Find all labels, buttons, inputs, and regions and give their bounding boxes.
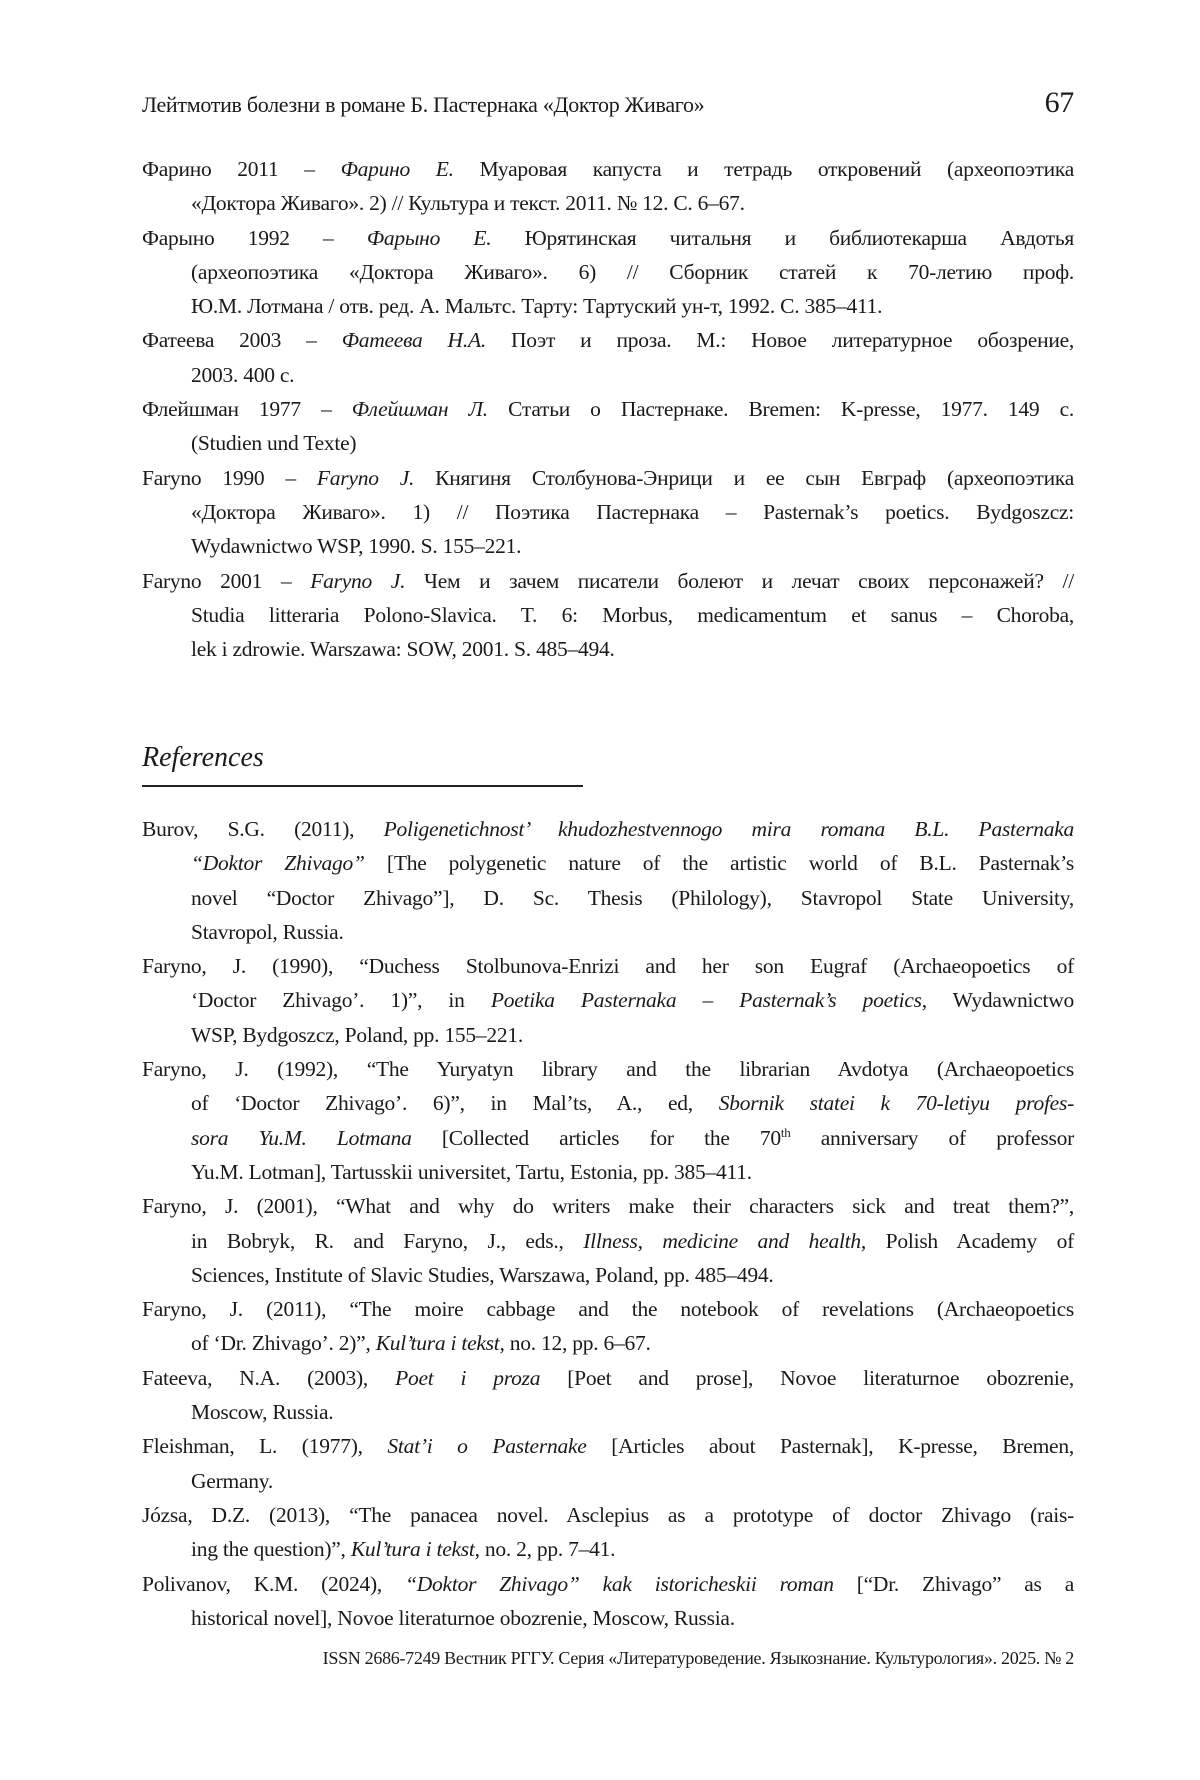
entry-text: in Bobryk, R. and Faryno, J., eds., xyxy=(191,1228,584,1253)
entry-text: Józsa, D.Z. (2013), “The panacea novel. Asclepius as a prototype of doctor Zhivago (rais- xyxy=(142,1502,1074,1527)
entry-text: Муаровая капуста и тетрадь откровений (археопоэтика xyxy=(453,157,1075,181)
bibliography-entry xyxy=(142,1498,1074,1567)
entry-line xyxy=(142,1155,1074,1189)
entry-line xyxy=(142,495,1074,529)
entry-text: [Articles about Pasternak], K-presse, Bremen, xyxy=(586,1434,1074,1459)
bibliography-entry xyxy=(142,1292,1074,1361)
references-heading: References xyxy=(142,742,264,773)
entry-line xyxy=(142,323,1074,357)
entry-text: Faryno, J. (2001), “What and why do writers make their characters sick and treat them?”, xyxy=(142,1194,1074,1219)
entry-text: [“Dr. Zhivago” as a xyxy=(833,1571,1074,1596)
entry-text: Faryno, J. (2011), “The moire cabbage and the notebook of revelations (Archaeopoetics xyxy=(142,1297,1074,1322)
entry-line xyxy=(142,221,1074,255)
entry-text: Фарыно 1992 – xyxy=(142,225,367,250)
entry-text: [The polygenetic nature of the artistic world of B.L. Pasternak’s xyxy=(364,851,1074,876)
entry-text: of ‘Dr. Zhivago’. 2)”, xyxy=(191,1331,376,1356)
entry-line xyxy=(142,1498,1074,1532)
running-header xyxy=(142,86,1074,124)
entry-line xyxy=(142,426,1074,460)
entry-line xyxy=(142,529,1074,563)
entry-text: Статьи о Пастернаке. Bremen: K-presse, 1977. 149 с. xyxy=(487,397,1075,422)
entry-text: lek i zdrowie. Warszawa: SOW, 2001. S. 485–494. xyxy=(191,637,615,662)
references-underline xyxy=(142,785,583,787)
bibliography-entry xyxy=(142,1361,1074,1430)
entry-text: (Studien und Texte) xyxy=(191,431,357,456)
entry-text: Burov, S.G. (2011), xyxy=(142,817,384,841)
bibliography-entry xyxy=(142,152,1074,221)
entry-text: Stavropol, Russia. xyxy=(191,919,344,944)
entry-text: Moscow, Russia. xyxy=(191,1400,334,1425)
entry-text: «Доктора Живаго». 2) // Культура и текст. 2011. № 12. С. 6–67. xyxy=(191,191,745,216)
italic-title: Kul’tura i tekst xyxy=(375,1331,500,1356)
italic-title: Poetika Pasternaka – Pasternak’s poetics xyxy=(490,988,922,1013)
italic-title: Poet i proza xyxy=(395,1365,541,1390)
entry-line xyxy=(142,1361,1074,1395)
entry-line xyxy=(142,1464,1074,1498)
entry-line xyxy=(142,915,1074,949)
entry-line xyxy=(142,949,1074,983)
entry-text: novel “Doctor Zhivago”], D. Sc. Thesis (Philology), Stavropol State University, xyxy=(191,885,1074,910)
entry-line xyxy=(142,255,1074,289)
running-title: Лейтмотив болезни в романе Б. Пастернака «Доктор Живаго» xyxy=(142,92,705,117)
entry-line xyxy=(142,186,1074,220)
entry-text: Юрятинская читальня и библиотекарша Авдотья xyxy=(491,225,1075,250)
italic-title: Kul’tura i tekst xyxy=(350,1537,475,1562)
italic-title: Stat’i o Pasternake xyxy=(387,1434,587,1459)
bibliography-entry xyxy=(142,564,1074,667)
entry-text: [Collected articles for the 70 xyxy=(411,1125,781,1150)
entry-text: Ю.М. Лотмана / отв. ред. А. Мальтс. Тарту: Тартуский ун-т, 1992. С. 385–411. xyxy=(191,294,883,319)
entry-line xyxy=(142,358,1074,392)
italic-title: Faryno J. xyxy=(316,465,415,490)
entry-text: Sciences, Institute of Slavic Studies, Warszawa, Poland, pp. 485–494. xyxy=(191,1262,774,1287)
entry-line xyxy=(142,983,1074,1017)
entry-text: Studia litteraria Polono-Slavica. T. 6: Morbus, medicamentum et sanus – Choroba, xyxy=(191,602,1074,627)
entry-line xyxy=(142,1601,1074,1635)
entry-text: , Wydawnictwo xyxy=(921,988,1074,1013)
bibliography-entry xyxy=(142,1052,1074,1189)
entry-line xyxy=(142,1224,1074,1258)
entry-text: , no. 12, pp. 6–67. xyxy=(499,1331,651,1356)
entry-line xyxy=(142,1292,1074,1326)
russian-bibliography xyxy=(142,152,1074,666)
italic-title: Фарыно Е. xyxy=(366,225,492,250)
entry-text: Fleishman, L. (1977), xyxy=(142,1434,388,1459)
entry-text: Polivanov, K.M. (2024), xyxy=(142,1571,406,1596)
entry-text: historical novel], Novoe literaturnoe obozrenie, Moscow, Russia. xyxy=(191,1605,735,1630)
entry-text: , no. 2, pp. 7–41. xyxy=(474,1537,616,1562)
entry-line xyxy=(142,1258,1074,1292)
entry-line xyxy=(142,1326,1074,1360)
italic-title: Faryno J. xyxy=(310,568,406,593)
entry-text: «Доктора Живаго». 1) // Поэтика Пастернака – Pasternak’s poetics. Bydgoszcz: xyxy=(191,499,1074,524)
italic-title: Sbornik statei k 70-letiyu profes- xyxy=(718,1091,1074,1116)
italic-title: Флейшман Л. xyxy=(351,397,488,422)
bibliography-entry xyxy=(142,1189,1074,1292)
entry-text: Faryno 2001 – xyxy=(142,568,311,593)
entry-text: Чем и зачем писатели болеют и лечат своих персонажей? // xyxy=(405,568,1074,593)
entry-text: Faryno, J. (1990), “Duchess Stolbunova-Enrizi and her son Eugraf (Archaeopoetics of xyxy=(142,954,1074,979)
entry-text: [Poet and prose], Novoe literaturnoe obozrenie, xyxy=(540,1365,1074,1390)
entry-line xyxy=(142,632,1074,666)
entry-line xyxy=(142,1086,1074,1120)
entry-text: Germany. xyxy=(191,1468,273,1493)
entry-line xyxy=(142,846,1074,880)
entry-line xyxy=(142,881,1074,915)
entry-line xyxy=(142,1395,1074,1429)
superscript: th xyxy=(780,1124,791,1140)
entry-text: Fateeva, N.A. (2003), xyxy=(142,1365,396,1390)
page-number: 67 xyxy=(1044,86,1074,119)
entry-text: Фатеева 2003 – xyxy=(142,328,342,353)
bibliography-entry xyxy=(142,1567,1074,1636)
entry-text: Polish Academy of xyxy=(866,1228,1075,1253)
entry-text: Faryno 1990 – xyxy=(142,465,317,490)
entry-line xyxy=(142,812,1074,846)
bibliography-entry xyxy=(142,1429,1074,1498)
entry-line xyxy=(142,392,1074,426)
italic-title: Poligenetichnost’ khudozhestvennogo mira romana B.L. Pasternaka xyxy=(383,817,1074,841)
entry-line xyxy=(142,1532,1074,1566)
entry-line xyxy=(142,1121,1074,1155)
entry-text: ‘Doctor Zhivago’. 1)”, in xyxy=(191,988,491,1013)
italic-title: Фатеева Н.А. xyxy=(341,328,486,353)
references-list xyxy=(142,812,1074,1635)
bibliography-entry xyxy=(142,812,1074,949)
entry-line xyxy=(142,1567,1074,1601)
entry-text: (археопоэтика «Доктора Живаго». 6) // Сборник статей к 70-летию проф. xyxy=(191,259,1074,284)
entry-line xyxy=(142,564,1074,598)
entry-text: ing the question)”, xyxy=(191,1537,351,1562)
entry-line xyxy=(142,1429,1074,1463)
journal-footer: ISSN 2686-7249 Вестник РГГУ. Серия «Литературоведение. Языкознание. Культурология». 2025. № 2 xyxy=(322,1648,1074,1668)
italic-title: Фарино Е. xyxy=(340,157,454,181)
entry-text: 2003. 400 с. xyxy=(191,362,295,387)
italic-title: “Doktor Zhivago” kak istoricheskii roman xyxy=(405,1571,834,1596)
entry-line xyxy=(142,152,1074,186)
bibliography-entry xyxy=(142,221,1074,324)
bibliography-entry xyxy=(142,949,1074,1052)
entry-text: Княгиня Столбунова-Энрици и ее сын Евграф (археопоэтика xyxy=(414,465,1075,490)
italic-title: “Doktor Zhivago” xyxy=(191,851,365,876)
entry-line xyxy=(142,1052,1074,1086)
entry-text: Фарино 2011 – xyxy=(142,157,341,181)
entry-text: Флейшман 1977 – xyxy=(142,397,352,422)
entry-text: WSP, Bydgoszcz, Poland, pp. 155–221. xyxy=(191,1022,524,1047)
entry-text: Yu.M. Lotman], Tartusskii universitet, Tartu, Estonia, pp. 385–411. xyxy=(191,1159,752,1184)
entry-line xyxy=(142,289,1074,323)
bibliography-entry xyxy=(142,461,1074,564)
entry-line xyxy=(142,598,1074,632)
entry-text: Поэт и проза. М.: Новое литературное обозрение, xyxy=(485,328,1075,353)
entry-text: Faryno, J. (1992), “The Yuryatyn library and the librarian Avdotya (Archaeopoetics xyxy=(142,1057,1074,1082)
entry-line xyxy=(142,1018,1074,1052)
italic-title: sora Yu.M. Lotmana xyxy=(191,1125,412,1150)
bibliography-entry xyxy=(142,323,1074,392)
bibliography-entry xyxy=(142,392,1074,461)
italic-title: Illness, medicine and health, xyxy=(583,1228,867,1253)
entry-line xyxy=(142,1189,1074,1223)
entry-text: of ‘Doctor Zhivago’. 6)”, in Mal’ts, A., ed, xyxy=(191,1091,719,1116)
entry-line xyxy=(142,461,1074,495)
entry-text: Wydawnictwo WSP, 1990. S. 155–221. xyxy=(191,534,522,559)
entry-text: anniversary of professor xyxy=(790,1125,1074,1150)
